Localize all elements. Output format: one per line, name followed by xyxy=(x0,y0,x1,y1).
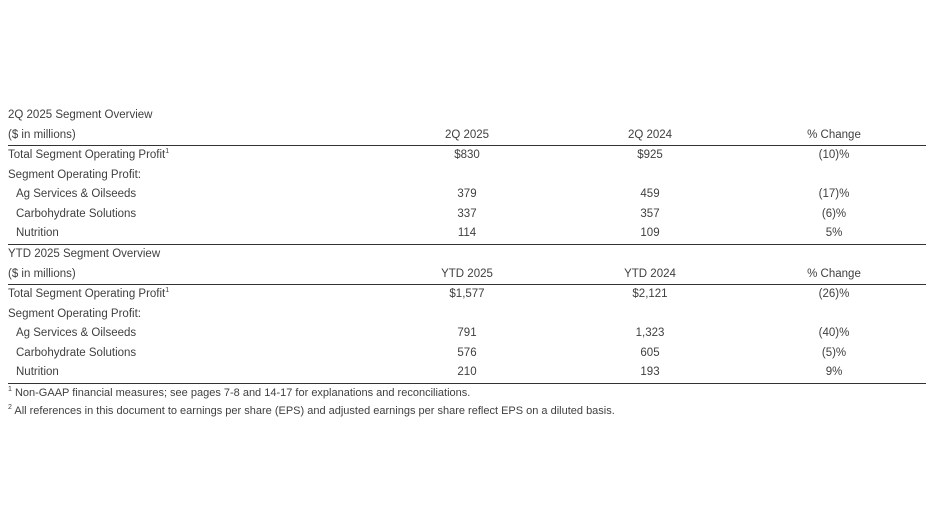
row-label: Carbohydrate Solutions xyxy=(16,346,137,359)
table-row xyxy=(8,224,926,245)
ytd-col1-header: YTD 2025 xyxy=(441,267,493,280)
row-v3: (6)% xyxy=(821,207,847,220)
ytd-title: YTD 2025 Segment Overview xyxy=(8,248,161,260)
table-row xyxy=(8,363,926,384)
footnote-1 xyxy=(8,384,926,402)
row-v2: 459 xyxy=(640,188,660,200)
table-row xyxy=(8,205,926,225)
row-v2: 1,323 xyxy=(635,327,665,339)
footnote-number: 2 xyxy=(8,404,12,411)
quarter-total-v3: (10)% xyxy=(818,149,850,161)
table-row xyxy=(8,344,926,364)
ytd-title-row xyxy=(8,245,926,265)
row-v1: 791 xyxy=(457,327,477,339)
table-row xyxy=(8,324,926,344)
row-v2: 109 xyxy=(640,227,660,239)
ytd-subhead: Segment Operating Profit: xyxy=(8,307,141,320)
quarter-units-label: ($ in millions) xyxy=(8,128,76,141)
row-v1: 210 xyxy=(457,366,477,378)
footnotes xyxy=(8,384,926,420)
row-label: Nutrition xyxy=(16,366,59,378)
row-v2: 193 xyxy=(640,366,660,378)
ytd-total-v3: (26)% xyxy=(818,288,850,300)
quarter-segment-table xyxy=(8,106,926,245)
ytd-total-label xyxy=(8,285,169,305)
row-v3: (40)% xyxy=(818,327,850,339)
ytd-total-v2: $2,121 xyxy=(632,288,668,300)
footnote-ref: 1 xyxy=(165,287,170,294)
quarter-subhead-row xyxy=(8,166,926,186)
row-v3: (5)% xyxy=(821,346,847,359)
row-v1: 337 xyxy=(457,207,477,220)
quarter-total-label-text: Total Segment Operating Profit xyxy=(8,149,166,161)
quarter-title: 2Q 2025 Segment Overview xyxy=(8,109,153,121)
row-v1: 379 xyxy=(457,188,477,200)
quarter-total-v2: $925 xyxy=(637,149,663,161)
quarter-col2-header: 2Q 2024 xyxy=(627,128,673,141)
row-label: Ag Services & Oilseeds xyxy=(16,327,137,339)
row-v3: (17)% xyxy=(818,188,850,200)
table-row xyxy=(8,185,926,205)
quarter-total-row xyxy=(8,146,926,166)
quarter-col3-header: % Change xyxy=(807,128,861,141)
ytd-units-label: ($ in millions) xyxy=(8,267,76,280)
row-v2: 605 xyxy=(640,346,660,359)
ytd-header-row xyxy=(8,265,926,286)
row-v1: 576 xyxy=(457,346,477,359)
row-label: Carbohydrate Solutions xyxy=(16,207,137,220)
quarter-subhead: Segment Operating Profit: xyxy=(8,168,141,181)
ytd-total-v1: $1,577 xyxy=(449,288,485,300)
ytd-segment-table xyxy=(8,245,926,384)
ytd-total-row xyxy=(8,285,926,305)
row-label: Ag Services & Oilseeds xyxy=(16,188,137,200)
footnote-ref: 1 xyxy=(165,148,170,155)
row-v2: 357 xyxy=(640,207,660,220)
ytd-subhead-row xyxy=(8,305,926,325)
quarter-title-row xyxy=(8,106,926,126)
ytd-col2-header: YTD 2024 xyxy=(624,267,676,280)
footnote-text: Non-GAAP financial measures; see pages 7-8 and 14-17 for explanations and reconciliations. xyxy=(11,387,471,399)
row-v3: 5% xyxy=(825,227,843,239)
row-label: Nutrition xyxy=(16,227,59,239)
quarter-header-row xyxy=(8,126,926,147)
quarter-total-v1: $830 xyxy=(454,149,480,161)
row-v1: 114 xyxy=(457,227,477,239)
footnote-2 xyxy=(8,402,926,420)
quarter-total-label xyxy=(8,146,169,166)
ytd-col3-header: % Change xyxy=(807,267,861,280)
ytd-total-label-text: Total Segment Operating Profit xyxy=(8,288,166,300)
quarter-col1-header: 2Q 2025 xyxy=(444,128,490,141)
row-v3: 9% xyxy=(825,366,843,378)
footnote-text: All references in this document to earnings per share (EPS) and adjusted earnings per share reflect EPS on a diluted basis. xyxy=(11,405,615,417)
footnote-number: 1 xyxy=(8,386,12,393)
